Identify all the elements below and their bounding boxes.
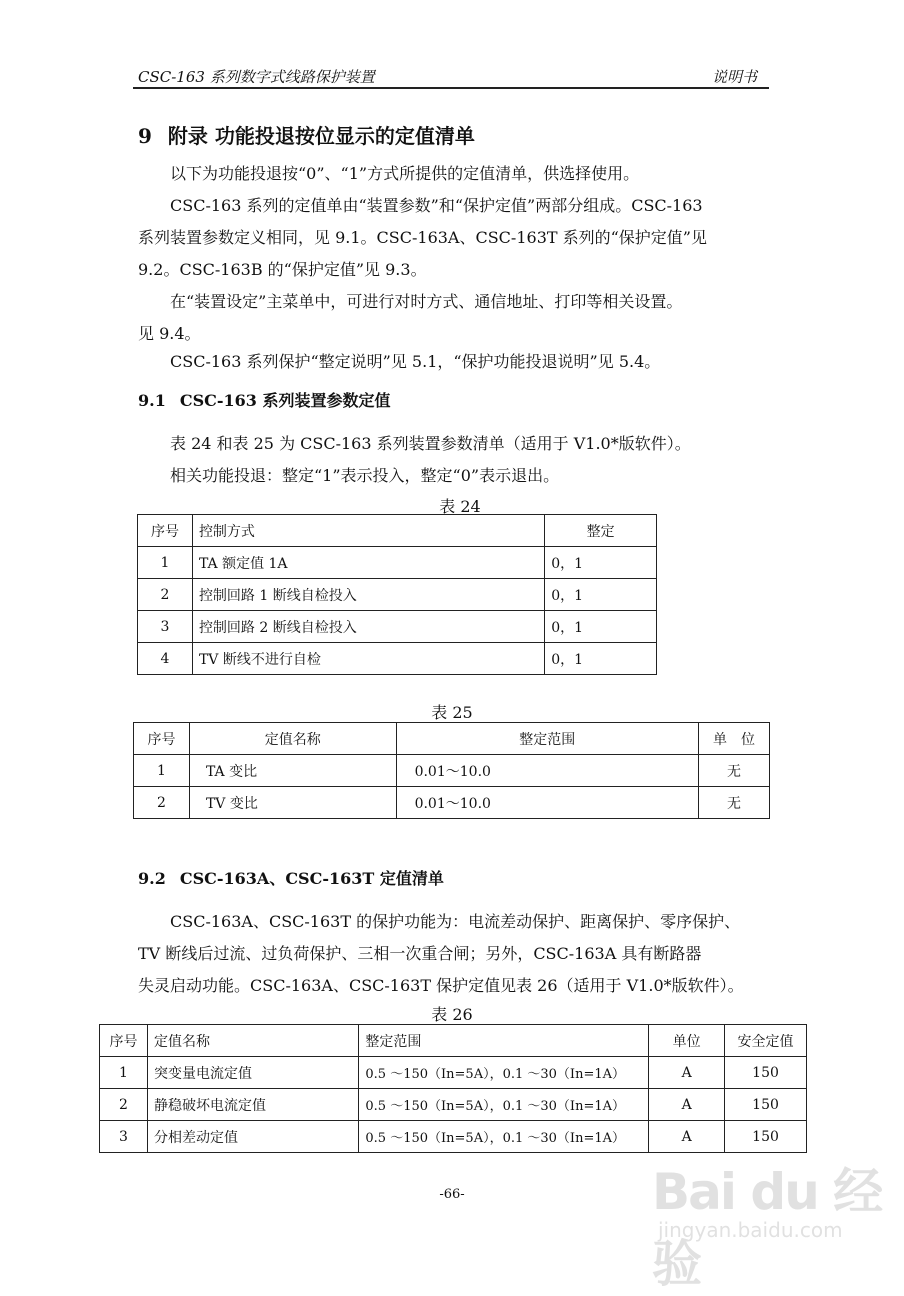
table-row — [138, 611, 657, 643]
table-cell: 2 — [100, 1089, 148, 1121]
paragraph: 以下为功能投退按“0”、“1”方式所提供的定值清单，供选择使用。 — [170, 164, 640, 183]
table-cell: 0，1 — [545, 643, 657, 675]
table-26-caption: 表 26 — [431, 1005, 473, 1024]
section-9-heading — [138, 120, 475, 149]
watermark-url: jingyan.baidu.com — [658, 1218, 843, 1242]
table-cell: 1 — [100, 1057, 148, 1089]
paragraph: 表 24 和表 25 为 CSC-163 系列装置参数清单（适用于 V1.0*版软件）。 — [170, 434, 691, 453]
table-cell: 分相差动定值 — [147, 1121, 358, 1153]
table-cell: 突变量电流定值 — [147, 1057, 358, 1089]
header-cell: 单位 — [649, 1025, 725, 1057]
table-row — [134, 787, 770, 819]
table-cell: 3 — [100, 1121, 148, 1153]
table-cell: 0.01～10.0 — [396, 787, 698, 819]
header-cell: 安全定值 — [725, 1025, 807, 1057]
paragraph: 相关功能投退：整定“1”表示投入，整定“0”表示退出。 — [170, 466, 560, 485]
table-cell: 2 — [134, 787, 190, 819]
baidu-jingyan-watermark — [620, 1150, 890, 1293]
header-cell: 定值名称 — [147, 1025, 358, 1057]
paragraph: 9.2。CSC-163B 的“保护定值”见 9.3。 — [138, 260, 427, 279]
table-cell: 3 — [138, 611, 193, 643]
table-cell: TA 变比 — [189, 755, 396, 787]
table-cell: 4 — [138, 643, 193, 675]
page-number: -66- — [439, 1187, 465, 1202]
header-cell: 序号 — [134, 723, 190, 755]
table-row — [134, 755, 770, 787]
section-9-2-heading — [138, 866, 444, 889]
table-row — [100, 1089, 807, 1121]
table-cell: 无 — [699, 787, 770, 819]
table-cell: 0.01～10.0 — [396, 755, 698, 787]
paragraph: CSC-163 系列保护“整定说明”见 5.1，“保护功能投退说明”见 5.4。 — [170, 352, 661, 371]
header-cell: 控制方式 — [192, 515, 544, 547]
header-cell: 整定范围 — [396, 723, 698, 755]
table-header-row — [100, 1025, 807, 1057]
table-cell: 0.5 ～150（In=5A），0.1 ～30（In=1A） — [359, 1089, 649, 1121]
paragraph: 系列装置参数定义相同，见 9.1。CSC-163A、CSC-163T 系列的“保护定值”见 — [138, 228, 707, 247]
section-title: 附录 功能投退按位显示的定值清单 — [167, 124, 475, 148]
table-header-row — [138, 515, 657, 547]
paragraph: CSC-163 系列的定值单由“装置参数”和“保护定值”两部分组成。CSC-163 — [170, 196, 703, 215]
table-cell: TV 变比 — [189, 787, 396, 819]
table-26 — [99, 1024, 807, 1153]
header-cell: 单 位 — [699, 723, 770, 755]
table-cell: 静稳破坏电流定值 — [147, 1089, 358, 1121]
table-cell: 2 — [138, 579, 193, 611]
paragraph: 在“装置设定”主菜单中，可进行对时方式、通信地址、打印等相关设置。 — [170, 292, 683, 311]
table-25-caption: 表 25 — [431, 703, 473, 722]
table-row — [138, 547, 657, 579]
section-number: 9 — [138, 124, 152, 148]
paragraph: TV 断线后过流、过负荷保护、三相一次重合闸；另外，CSC-163A 具有断路器 — [138, 944, 702, 963]
section-number: 9.1 — [138, 391, 166, 410]
watermark-logo: Bai du 经验 — [652, 1163, 882, 1293]
table-row — [138, 579, 657, 611]
table-header-row — [134, 723, 770, 755]
table-cell: 0，1 — [545, 547, 657, 579]
table-cell: 0，1 — [545, 611, 657, 643]
table-cell: 0，1 — [545, 579, 657, 611]
section-title: CSC-163 系列装置参数定值 — [179, 391, 391, 410]
table-cell: A — [649, 1121, 725, 1153]
section-9-1-heading — [138, 388, 390, 411]
table-cell: A — [649, 1057, 725, 1089]
section-number: 9.2 — [138, 869, 166, 888]
section-title: CSC-163A、CSC-163T 定值清单 — [179, 869, 444, 888]
table-cell: A — [649, 1089, 725, 1121]
header-cell: 整定 — [545, 515, 657, 547]
table-24-caption: 表 24 — [439, 497, 481, 516]
table-cell: 1 — [134, 755, 190, 787]
table-row — [100, 1057, 807, 1089]
header-title: CSC-163 系列数字式线路保护装置 — [138, 68, 375, 86]
header-cell: 定值名称 — [189, 723, 396, 755]
table-cell: 150 — [725, 1089, 807, 1121]
table-cell: 控制回路 2 断线自检投入 — [192, 611, 544, 643]
table-cell: 控制回路 1 断线自检投入 — [192, 579, 544, 611]
table-cell: 150 — [725, 1121, 807, 1153]
paragraph: 见 9.4。 — [138, 324, 201, 343]
table-cell: 150 — [725, 1057, 807, 1089]
table-cell: 无 — [699, 755, 770, 787]
table-row — [100, 1121, 807, 1153]
table-row — [138, 643, 657, 675]
header-cell: 序号 — [100, 1025, 148, 1057]
table-cell: TV 断线不进行自检 — [192, 643, 544, 675]
header-cell: 整定范围 — [359, 1025, 649, 1057]
table-24 — [137, 514, 657, 675]
header-doc-type: 说明书 — [712, 68, 758, 86]
paragraph: 失灵启动功能。CSC-163A、CSC-163T 保护定值见表 26（适用于 V1.0*版软件）。 — [138, 976, 744, 995]
table-cell: 0.5 ～150（In=5A），0.1 ～30（In=1A） — [359, 1121, 649, 1153]
table-cell: 0.5 ～150（In=5A），0.1 ～30（In=1A） — [359, 1057, 649, 1089]
paragraph: CSC-163A、CSC-163T 的保护功能为：电流差动保护、距离保护、零序保护、 — [170, 912, 741, 931]
table-cell: TA 额定值 1A — [192, 547, 544, 579]
table-cell: 1 — [138, 547, 193, 579]
header-cell: 序号 — [138, 515, 193, 547]
table-25 — [133, 722, 770, 819]
header-rule — [133, 87, 769, 89]
